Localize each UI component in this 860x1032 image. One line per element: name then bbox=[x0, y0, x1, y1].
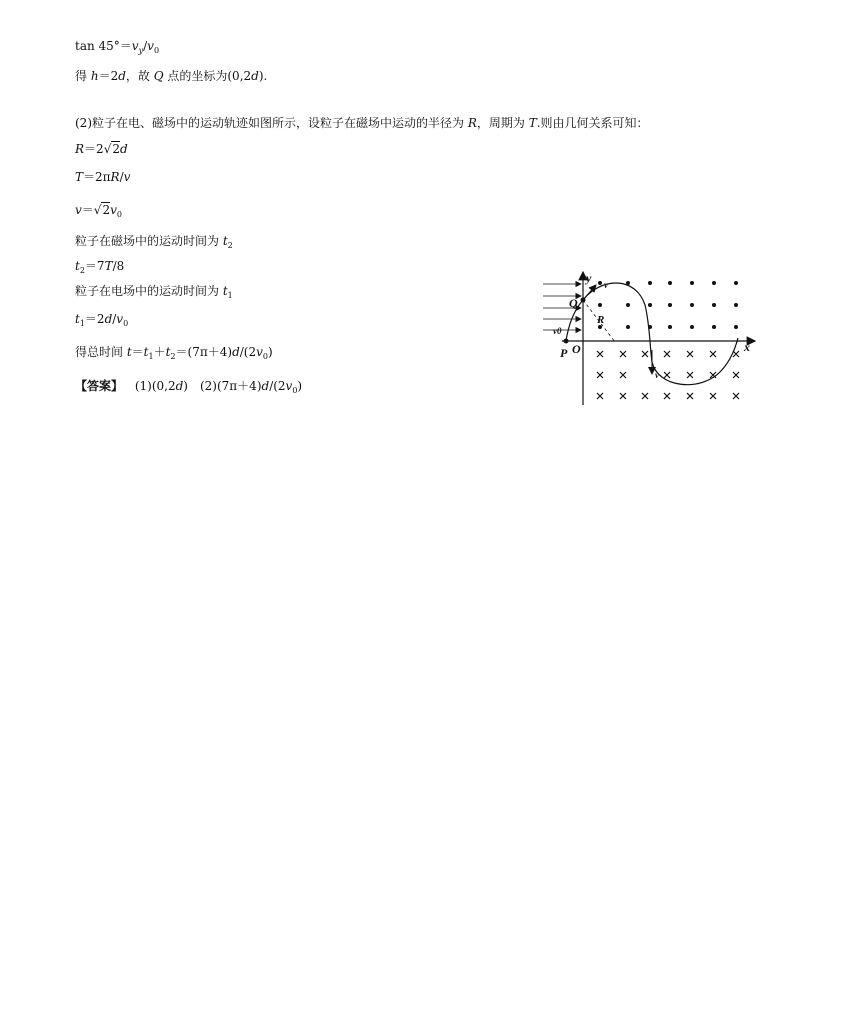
sub-1: 1 bbox=[148, 352, 154, 361]
eq-t1 bbox=[75, 311, 128, 332]
sub-y: y bbox=[138, 46, 144, 55]
label-y: y bbox=[586, 271, 592, 285]
point-p bbox=[564, 339, 569, 344]
slash: / bbox=[112, 312, 117, 326]
sub-2: 2 bbox=[227, 241, 233, 250]
text: 点的坐标为(0,2 bbox=[163, 69, 252, 83]
radicand: 2 bbox=[112, 142, 120, 156]
var-t: t bbox=[165, 345, 171, 359]
var-h: h bbox=[90, 69, 99, 83]
text: ). bbox=[258, 69, 268, 83]
text: ＋ bbox=[153, 345, 166, 359]
text: /(2 bbox=[239, 345, 257, 359]
electric-time-label bbox=[75, 283, 233, 304]
sub-2: 2 bbox=[79, 266, 85, 275]
text: ＝(7π＋4) bbox=[175, 345, 233, 359]
text: ) bbox=[267, 345, 273, 359]
var-t: t bbox=[222, 234, 228, 248]
magnetic-time-label bbox=[75, 233, 233, 254]
sub-1: 1 bbox=[79, 319, 85, 328]
text: 粒子在磁场中的运动时间为 bbox=[75, 234, 223, 248]
label-v-bottom: v bbox=[655, 370, 659, 380]
sub-0: 0 bbox=[262, 352, 268, 361]
text: (1)(0,2 bbox=[134, 379, 176, 393]
text: ，故 bbox=[125, 69, 154, 83]
sub-0: 0 bbox=[292, 386, 298, 395]
velocity-arrow-top bbox=[583, 285, 596, 300]
eq-t2 bbox=[75, 258, 124, 279]
var-t: T bbox=[75, 170, 84, 184]
text: /8 bbox=[112, 259, 125, 273]
var-t: T bbox=[528, 116, 537, 130]
var-v: v bbox=[256, 345, 263, 359]
var-t: t bbox=[75, 312, 80, 326]
text: ＝2π bbox=[83, 170, 111, 184]
var-d: d bbox=[104, 312, 113, 326]
label-r: R bbox=[597, 314, 605, 326]
var-r: R bbox=[110, 170, 120, 184]
var-d: d bbox=[175, 379, 184, 393]
var-r: R bbox=[467, 116, 477, 130]
label-p: P bbox=[560, 346, 568, 360]
text: ＝2 bbox=[98, 69, 119, 83]
var-d: d bbox=[251, 69, 259, 83]
sub-1: 1 bbox=[227, 291, 233, 300]
eq-total-time bbox=[75, 344, 273, 365]
var-t: T bbox=[104, 259, 113, 273]
var-v: v bbox=[131, 39, 139, 53]
slash: / bbox=[119, 170, 124, 184]
eq-tan45 bbox=[75, 38, 159, 59]
var-v: v bbox=[285, 379, 293, 393]
answer-label: 【答案】 bbox=[75, 379, 124, 393]
var-d: d bbox=[118, 69, 126, 83]
text: ＝2 bbox=[84, 312, 105, 326]
result-h bbox=[75, 68, 267, 84]
label-v0: v0 bbox=[553, 326, 562, 336]
text: .则由几何关系可知： bbox=[536, 116, 649, 130]
sub-0: 0 bbox=[123, 319, 129, 328]
text: (2)粒子在电、磁场中的运动轨迹如图所示，设粒子在磁场中运动的半径为 bbox=[75, 116, 468, 130]
var-d: d bbox=[261, 379, 270, 393]
var-v: v bbox=[123, 170, 131, 184]
text: 得 bbox=[75, 69, 91, 83]
var-v: v bbox=[75, 203, 82, 217]
var-d: d bbox=[232, 345, 240, 359]
var-t: t bbox=[75, 259, 80, 273]
sqrt-symbol: √2 bbox=[93, 203, 111, 217]
trajectory-figure bbox=[540, 270, 760, 410]
text: ) bbox=[297, 379, 303, 393]
var-t: t bbox=[143, 345, 149, 359]
var-t: t bbox=[126, 345, 132, 359]
sqrt-symbol: √2 bbox=[103, 142, 120, 156]
text: ＝2 bbox=[84, 142, 104, 156]
var-t: t bbox=[222, 284, 228, 298]
cross-field bbox=[597, 351, 739, 399]
eq-velocity bbox=[75, 202, 122, 223]
sub-2: 2 bbox=[170, 352, 176, 361]
text: ) (2)(7π＋4) bbox=[183, 379, 262, 393]
var-v: v bbox=[110, 203, 117, 217]
point-q bbox=[581, 298, 586, 303]
text: ＝ bbox=[131, 345, 144, 359]
text: ，周期为 bbox=[476, 116, 529, 130]
label-x: x bbox=[744, 340, 750, 354]
part2-intro bbox=[75, 115, 649, 131]
text: tan 45°＝ bbox=[75, 39, 132, 53]
text: 粒子在电场中的运动时间为 bbox=[75, 284, 223, 298]
var-v: v bbox=[147, 39, 154, 53]
text: ＝ bbox=[81, 203, 94, 217]
label-v-top: v bbox=[604, 280, 608, 290]
sub-0: 0 bbox=[153, 46, 160, 55]
eq-radius bbox=[75, 141, 128, 157]
var-d: d bbox=[119, 142, 128, 156]
var-v: v bbox=[116, 312, 124, 326]
text: 得总时间 bbox=[75, 345, 127, 359]
label-q: Q bbox=[569, 296, 578, 310]
var-r: R bbox=[75, 142, 85, 156]
dot-field bbox=[598, 281, 738, 329]
text: ＝7 bbox=[84, 259, 105, 273]
sub-0: 0 bbox=[116, 210, 122, 219]
eq-period bbox=[75, 169, 130, 185]
var-q: Q bbox=[153, 69, 164, 83]
label-o: O bbox=[572, 342, 581, 356]
slash: / bbox=[143, 39, 148, 53]
text: /(2 bbox=[269, 379, 286, 393]
answer-line bbox=[75, 378, 302, 399]
radicand: 2 bbox=[102, 203, 111, 217]
